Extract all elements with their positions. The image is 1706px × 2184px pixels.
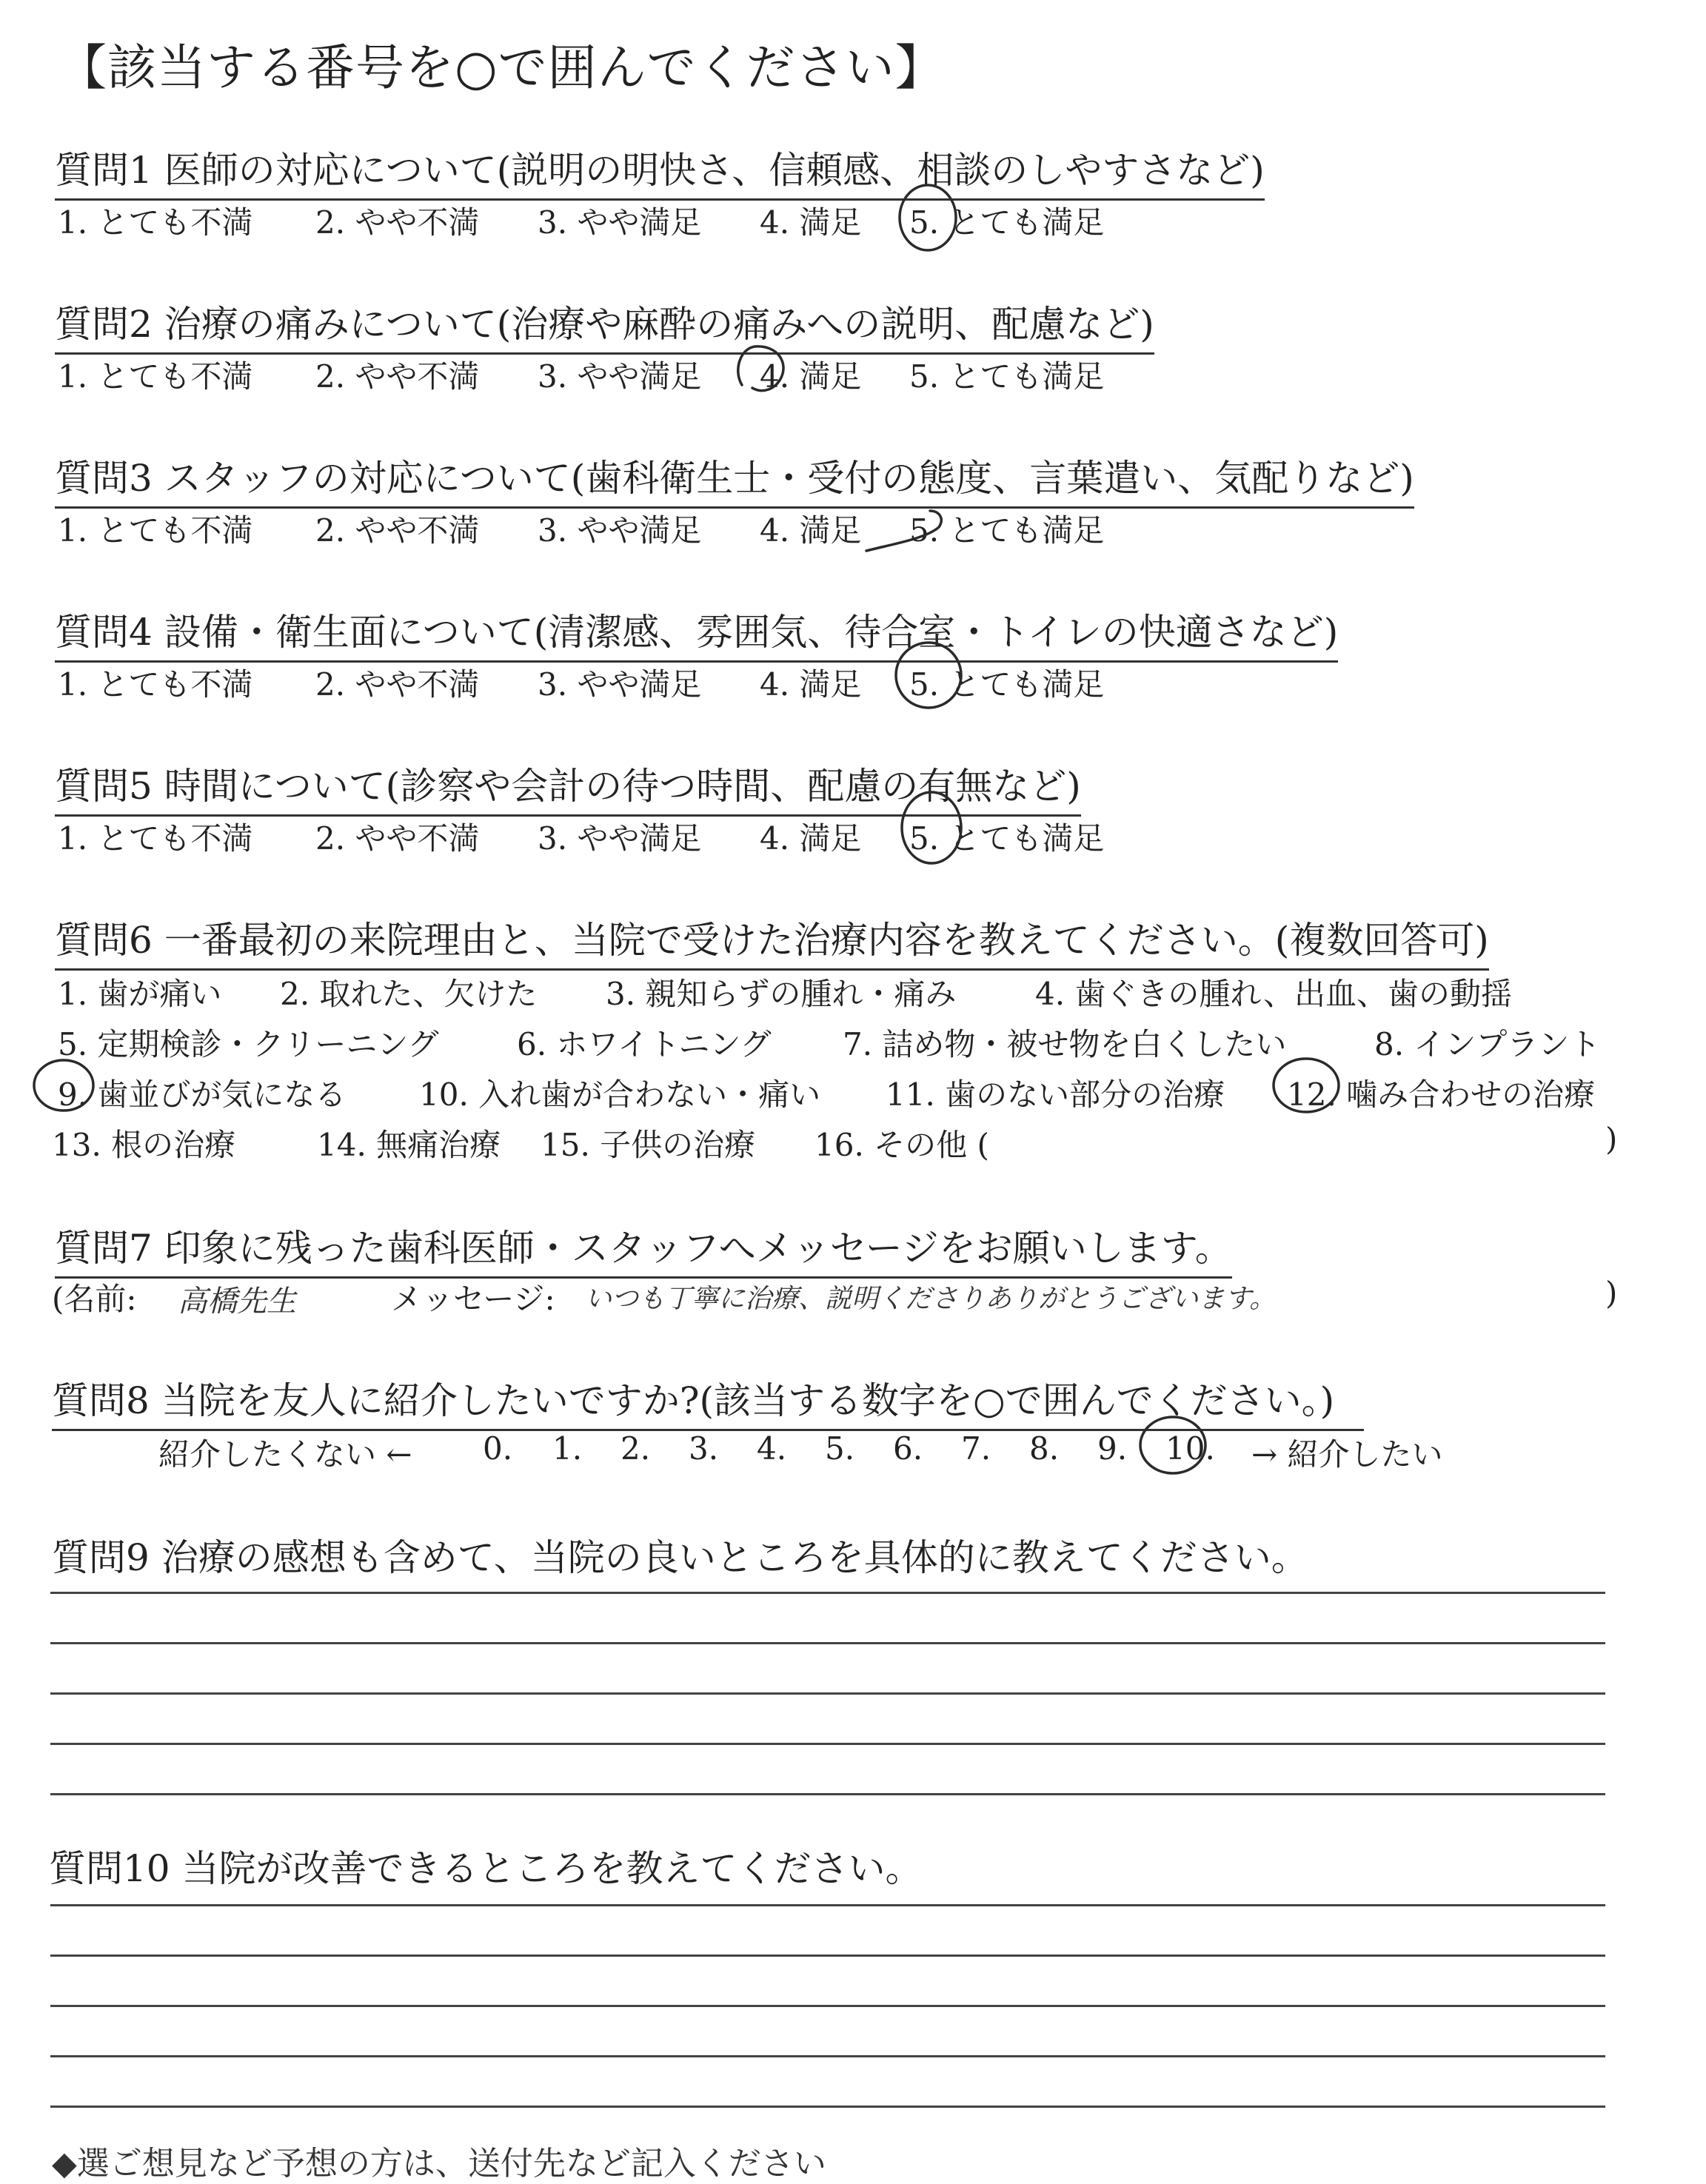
- q5-option-4[interactable]: 4. 満足: [760, 820, 862, 857]
- question-7-heading: 質問7 印象に残った歯科医師・スタッフへメッセージをお願いします。: [55, 1219, 1232, 1279]
- q1-option-1[interactable]: 1. とても不満: [58, 204, 253, 241]
- q6-option-2[interactable]: 2. 取れた、欠けた: [280, 976, 538, 1012]
- q7-name-handwritten[interactable]: 高橋先生: [178, 1284, 296, 1319]
- q6-option-8[interactable]: 8. インプラント: [1374, 1026, 1601, 1062]
- q6-option-10[interactable]: 10. 入れ歯が合わない・痛い: [419, 1076, 821, 1113]
- q8-scale-3[interactable]: 3.: [689, 1430, 719, 1467]
- q8-scale-2[interactable]: 2.: [620, 1430, 651, 1467]
- q7-name-label: (名前:: [52, 1281, 137, 1317]
- q6-option-13[interactable]: 13. 根の治療: [52, 1127, 236, 1163]
- page-title: 【該当する番号を○で囲んでください】: [58, 39, 945, 96]
- q6-option-12[interactable]: 12. 噛み合わせの治療: [1287, 1076, 1596, 1113]
- q2-option-2[interactable]: 2. やや不満: [315, 358, 480, 395]
- q4-option-1[interactable]: 1. とても不満: [58, 666, 253, 703]
- question-10-heading: 質問10 当院が改善できるところを教えてください。: [49, 1847, 923, 1890]
- q1-option-2[interactable]: 2. やや不満: [315, 204, 480, 241]
- q8-scale-0[interactable]: 0.: [483, 1430, 513, 1467]
- q6-option-16[interactable]: 16. その他 (: [814, 1127, 989, 1163]
- q5-option-3[interactable]: 3. やや満足: [538, 820, 702, 857]
- footer-partial-text: ◆選ご想見など予想の方は、送付先など記入ください: [52, 2145, 826, 2183]
- q5-option-1[interactable]: 1. とても不満: [58, 820, 253, 857]
- q3-option-3[interactable]: 3. やや満足: [538, 512, 702, 549]
- answer-line[interactable]: [50, 2055, 1605, 2057]
- q1-option-5[interactable]: 5. とても満足: [909, 204, 1105, 241]
- answer-line[interactable]: [50, 2106, 1605, 2108]
- question-2-heading: 質問2 治療の痛みについて(治療や麻酔の痛みへの説明、配慮など): [55, 295, 1154, 355]
- question-1-heading: 質問1 医師の対応について(説明の明快さ、信頼感、相談のしやすさなど): [55, 141, 1265, 201]
- q8-scale-6[interactable]: 6.: [893, 1430, 923, 1467]
- q8-scale-4[interactable]: 4.: [757, 1430, 787, 1467]
- q4-option-5[interactable]: 5. とても満足: [909, 666, 1105, 703]
- q5-option-5[interactable]: 5. とても満足: [909, 820, 1105, 857]
- answer-line[interactable]: [50, 2005, 1605, 2007]
- q6-option-11[interactable]: 11. 歯のない部分の治療: [886, 1076, 1225, 1113]
- q6-option-5[interactable]: 5. 定期検診・クリーニング: [58, 1026, 439, 1062]
- q8-left-label: 紹介したくない ←: [158, 1436, 412, 1473]
- q4-option-2[interactable]: 2. やや不満: [315, 666, 480, 703]
- q6-option-15[interactable]: 15. 子供の治療: [541, 1127, 756, 1163]
- question-4-heading: 質問4 設備・衛生面について(清潔感、雰囲気、待合室・トイレの快適さなど): [55, 603, 1338, 663]
- question-3-heading: 質問3 スタッフの対応について(歯科衛生士・受付の態度、言葉遣い、気配りなど): [55, 449, 1414, 509]
- q3-option-1[interactable]: 1. とても不満: [58, 512, 253, 549]
- q6-option-6[interactable]: 6. ホワイトニング: [517, 1026, 772, 1062]
- q6-option-4[interactable]: 4. 歯ぐきの腫れ、出血、歯の動揺: [1035, 976, 1512, 1012]
- q6-option-9[interactable]: 9. 歯並びが気になる: [58, 1076, 347, 1113]
- answer-line[interactable]: [50, 1692, 1605, 1695]
- q6-option-7[interactable]: 7. 詰め物・被せ物を白くしたい: [843, 1026, 1287, 1062]
- q2-option-4[interactable]: 4. 満足: [760, 358, 862, 395]
- q8-scale-1[interactable]: 1.: [552, 1430, 583, 1467]
- q8-scale-7[interactable]: 7.: [961, 1430, 991, 1467]
- q8-scale-9[interactable]: 9.: [1097, 1430, 1128, 1467]
- q4-option-3[interactable]: 3. やや満足: [538, 666, 702, 703]
- answer-line[interactable]: [50, 1642, 1605, 1644]
- q6-option-14[interactable]: 14. 無痛治療: [317, 1127, 501, 1163]
- question-8-heading: 質問8 当院を友人に紹介したいですか?(該当する数字を○で囲んでください。): [52, 1371, 1364, 1431]
- answer-line[interactable]: [50, 1592, 1605, 1594]
- q2-option-1[interactable]: 1. とても不満: [58, 358, 253, 395]
- q3-option-5[interactable]: 5. とても満足: [909, 512, 1105, 549]
- q3-option-4[interactable]: 4. 満足: [760, 512, 862, 549]
- question-6-heading: 質問6 一番最初の来院理由と、当院で受けた治療内容を教えてください。(複数回答可): [55, 911, 1489, 971]
- q7-message-handwritten[interactable]: いつも丁寧に治療、説明くださりありがとうございます。: [585, 1284, 1277, 1314]
- q1-option-3[interactable]: 3. やや満足: [538, 204, 702, 241]
- answer-line[interactable]: [50, 1954, 1605, 1957]
- answer-line[interactable]: [50, 1904, 1605, 1906]
- q8-scale-5[interactable]: 5.: [825, 1430, 855, 1467]
- question-5-heading: 質問5 時間について(診察や会計の待つ時間、配慮の有無など): [55, 757, 1081, 817]
- q8-scale-8[interactable]: 8.: [1029, 1430, 1060, 1467]
- answer-line[interactable]: [50, 1743, 1605, 1745]
- answer-line[interactable]: [50, 1793, 1605, 1795]
- q5-option-2[interactable]: 2. やや不満: [315, 820, 480, 857]
- q8-scale-10[interactable]: 10.: [1165, 1430, 1215, 1467]
- q7-close-paren: ): [1605, 1275, 1618, 1311]
- q4-option-4[interactable]: 4. 満足: [760, 666, 862, 703]
- q3-option-2[interactable]: 2. やや不満: [315, 512, 480, 549]
- q2-option-5[interactable]: 5. とても満足: [909, 358, 1105, 395]
- q6-option-1[interactable]: 1. 歯が痛い: [58, 976, 222, 1012]
- q7-message-label: メッセージ:: [391, 1281, 555, 1317]
- q8-right-label: → 紹介したい: [1251, 1436, 1443, 1473]
- q6-option-3[interactable]: 3. 親知らずの腫れ・痛み: [606, 976, 957, 1012]
- q1-option-4[interactable]: 4. 満足: [760, 204, 862, 241]
- q2-option-3[interactable]: 3. やや満足: [538, 358, 702, 395]
- question-9-heading: 質問9 治療の感想も含めて、当院の良いところを具体的に教えてください。: [52, 1536, 1308, 1579]
- q6-other-close-paren: ): [1605, 1121, 1618, 1157]
